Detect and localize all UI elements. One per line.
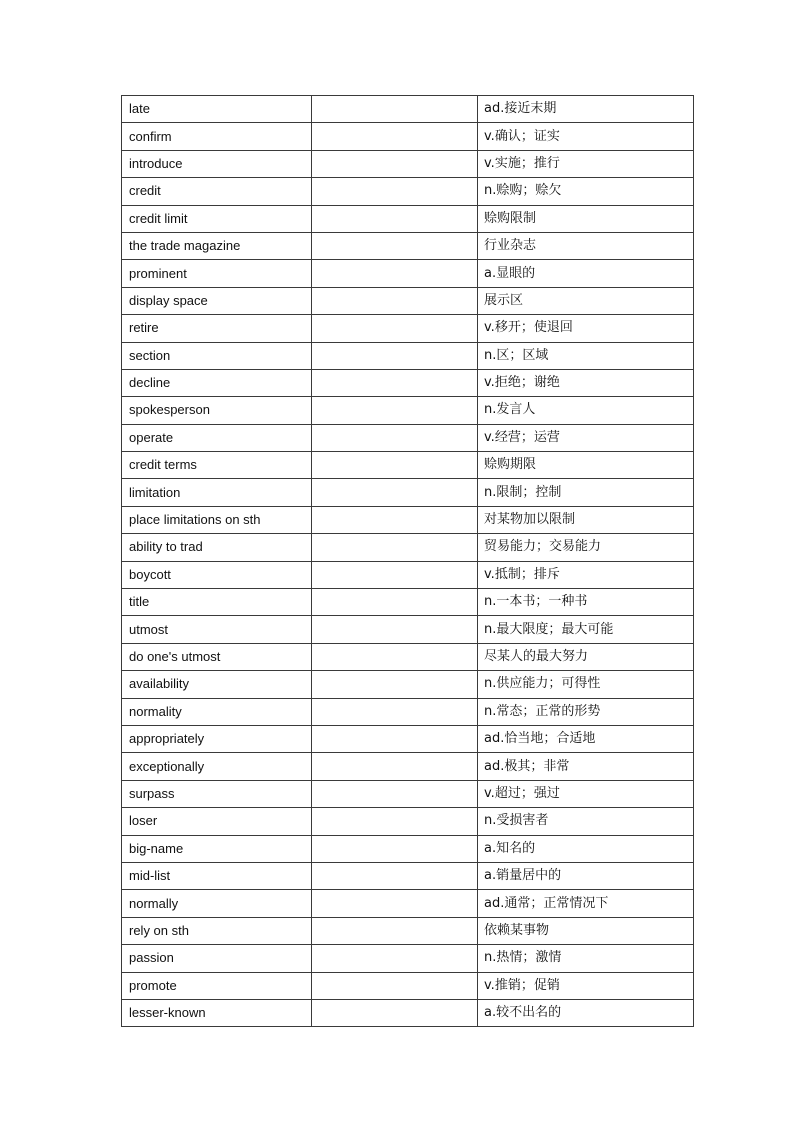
blank-cell bbox=[312, 534, 478, 561]
table-row bbox=[122, 342, 694, 369]
chinese-meaning-cell: n.区；区域 bbox=[478, 342, 694, 369]
chinese-meaning-cell: v.确认；证实 bbox=[478, 123, 694, 150]
blank-cell bbox=[312, 643, 478, 670]
blank-cell bbox=[312, 972, 478, 999]
table-row bbox=[122, 479, 694, 506]
chinese-meaning-cell: 对某物加以限制 bbox=[478, 506, 694, 533]
english-term-cell: utmost bbox=[122, 616, 312, 643]
table-row bbox=[122, 205, 694, 232]
chinese-meaning-cell: 贸易能力；交易能力 bbox=[478, 534, 694, 561]
chinese-meaning-cell: v.拒绝；谢绝 bbox=[478, 369, 694, 396]
chinese-meaning-cell: ad.极其；非常 bbox=[478, 753, 694, 780]
blank-cell bbox=[312, 424, 478, 451]
english-term-cell: confirm bbox=[122, 123, 312, 150]
chinese-meaning-cell: n.发言人 bbox=[478, 397, 694, 424]
english-term-cell: normally bbox=[122, 890, 312, 917]
table-row bbox=[122, 315, 694, 342]
blank-cell bbox=[312, 616, 478, 643]
chinese-meaning-cell: n.赊购；赊欠 bbox=[478, 178, 694, 205]
chinese-meaning-cell: v.推销；促销 bbox=[478, 972, 694, 999]
table-row bbox=[122, 260, 694, 287]
table-row bbox=[122, 643, 694, 670]
blank-cell bbox=[312, 123, 478, 150]
chinese-meaning-cell: n.限制；控制 bbox=[478, 479, 694, 506]
blank-cell bbox=[312, 561, 478, 588]
blank-cell bbox=[312, 452, 478, 479]
blank-cell bbox=[312, 397, 478, 424]
table-row bbox=[122, 890, 694, 917]
english-term-cell: credit terms bbox=[122, 452, 312, 479]
chinese-meaning-cell: 尽某人的最大努力 bbox=[478, 643, 694, 670]
blank-cell bbox=[312, 753, 478, 780]
english-term-cell: surpass bbox=[122, 780, 312, 807]
table-row bbox=[122, 671, 694, 698]
table-row bbox=[122, 369, 694, 396]
table-row bbox=[122, 96, 694, 123]
blank-cell bbox=[312, 917, 478, 944]
chinese-meaning-cell: a.较不出名的 bbox=[478, 999, 694, 1026]
english-term-cell: spokesperson bbox=[122, 397, 312, 424]
english-term-cell: the trade magazine bbox=[122, 232, 312, 259]
chinese-meaning-cell: n.常态；正常的形势 bbox=[478, 698, 694, 725]
table-row bbox=[122, 808, 694, 835]
english-term-cell: introduce bbox=[122, 150, 312, 177]
blank-cell bbox=[312, 260, 478, 287]
english-term-cell: lesser-known bbox=[122, 999, 312, 1026]
chinese-meaning-cell: 行业杂志 bbox=[478, 232, 694, 259]
blank-cell bbox=[312, 150, 478, 177]
table-row bbox=[122, 397, 694, 424]
chinese-meaning-cell: a.知名的 bbox=[478, 835, 694, 862]
table-row bbox=[122, 287, 694, 314]
chinese-meaning-cell: n.一本书；一种书 bbox=[478, 589, 694, 616]
english-term-cell: loser bbox=[122, 808, 312, 835]
blank-cell bbox=[312, 315, 478, 342]
blank-cell bbox=[312, 698, 478, 725]
english-term-cell: place limitations on sth bbox=[122, 506, 312, 533]
table-row bbox=[122, 178, 694, 205]
blank-cell bbox=[312, 835, 478, 862]
blank-cell bbox=[312, 725, 478, 752]
blank-cell bbox=[312, 589, 478, 616]
blank-cell bbox=[312, 671, 478, 698]
english-term-cell: prominent bbox=[122, 260, 312, 287]
table-row bbox=[122, 589, 694, 616]
chinese-meaning-cell: n.供应能力；可得性 bbox=[478, 671, 694, 698]
english-term-cell: big-name bbox=[122, 835, 312, 862]
blank-cell bbox=[312, 506, 478, 533]
chinese-meaning-cell: 赊购限制 bbox=[478, 205, 694, 232]
blank-cell bbox=[312, 205, 478, 232]
blank-cell bbox=[312, 232, 478, 259]
english-term-cell: rely on sth bbox=[122, 917, 312, 944]
english-term-cell: appropriately bbox=[122, 725, 312, 752]
blank-cell bbox=[312, 479, 478, 506]
english-term-cell: limitation bbox=[122, 479, 312, 506]
english-term-cell: boycott bbox=[122, 561, 312, 588]
table-row bbox=[122, 945, 694, 972]
table-row bbox=[122, 725, 694, 752]
table-row bbox=[122, 561, 694, 588]
blank-cell bbox=[312, 780, 478, 807]
blank-cell bbox=[312, 890, 478, 917]
english-term-cell: operate bbox=[122, 424, 312, 451]
chinese-meaning-cell: n.受损害者 bbox=[478, 808, 694, 835]
table-row bbox=[122, 862, 694, 889]
english-term-cell: credit limit bbox=[122, 205, 312, 232]
chinese-meaning-cell: v.抵制；排斥 bbox=[478, 561, 694, 588]
english-term-cell: ability to trad bbox=[122, 534, 312, 561]
chinese-meaning-cell: ad.通常；正常情况下 bbox=[478, 890, 694, 917]
english-term-cell: credit bbox=[122, 178, 312, 205]
chinese-meaning-cell: v.经营；运营 bbox=[478, 424, 694, 451]
english-term-cell: availability bbox=[122, 671, 312, 698]
table-row bbox=[122, 424, 694, 451]
table-row bbox=[122, 835, 694, 862]
table-row bbox=[122, 534, 694, 561]
english-term-cell: decline bbox=[122, 369, 312, 396]
chinese-meaning-cell: a.显眼的 bbox=[478, 260, 694, 287]
english-term-cell: retire bbox=[122, 315, 312, 342]
table-row bbox=[122, 150, 694, 177]
table-row bbox=[122, 972, 694, 999]
english-term-cell: display space bbox=[122, 287, 312, 314]
english-term-cell: promote bbox=[122, 972, 312, 999]
english-term-cell: do one's utmost bbox=[122, 643, 312, 670]
table-row bbox=[122, 452, 694, 479]
english-term-cell: normality bbox=[122, 698, 312, 725]
table-row bbox=[122, 780, 694, 807]
english-term-cell: section bbox=[122, 342, 312, 369]
chinese-meaning-cell: ad.恰当地；合适地 bbox=[478, 725, 694, 752]
blank-cell bbox=[312, 999, 478, 1026]
table-row bbox=[122, 232, 694, 259]
table-row bbox=[122, 753, 694, 780]
blank-cell bbox=[312, 342, 478, 369]
chinese-meaning-cell: 依赖某事物 bbox=[478, 917, 694, 944]
blank-cell bbox=[312, 287, 478, 314]
chinese-meaning-cell: n.热情；激情 bbox=[478, 945, 694, 972]
chinese-meaning-cell: n.最大限度；最大可能 bbox=[478, 616, 694, 643]
vocabulary-table-body bbox=[122, 96, 694, 1027]
table-row bbox=[122, 506, 694, 533]
table-row bbox=[122, 999, 694, 1026]
blank-cell bbox=[312, 808, 478, 835]
chinese-meaning-cell: ad.接近末期 bbox=[478, 96, 694, 123]
table-row bbox=[122, 917, 694, 944]
english-term-cell: late bbox=[122, 96, 312, 123]
table-row bbox=[122, 698, 694, 725]
blank-cell bbox=[312, 945, 478, 972]
blank-cell bbox=[312, 862, 478, 889]
english-term-cell: title bbox=[122, 589, 312, 616]
chinese-meaning-cell: a.销量居中的 bbox=[478, 862, 694, 889]
chinese-meaning-cell: 赊购期限 bbox=[478, 452, 694, 479]
english-term-cell: passion bbox=[122, 945, 312, 972]
chinese-meaning-cell: v.实施；推行 bbox=[478, 150, 694, 177]
blank-cell bbox=[312, 96, 478, 123]
english-term-cell: exceptionally bbox=[122, 753, 312, 780]
chinese-meaning-cell: v.移开；使退回 bbox=[478, 315, 694, 342]
table-row bbox=[122, 123, 694, 150]
blank-cell bbox=[312, 178, 478, 205]
chinese-meaning-cell: 展示区 bbox=[478, 287, 694, 314]
table-row bbox=[122, 616, 694, 643]
blank-cell bbox=[312, 369, 478, 396]
english-term-cell: mid-list bbox=[122, 862, 312, 889]
vocabulary-table bbox=[121, 95, 694, 1027]
chinese-meaning-cell: v.超过；强过 bbox=[478, 780, 694, 807]
